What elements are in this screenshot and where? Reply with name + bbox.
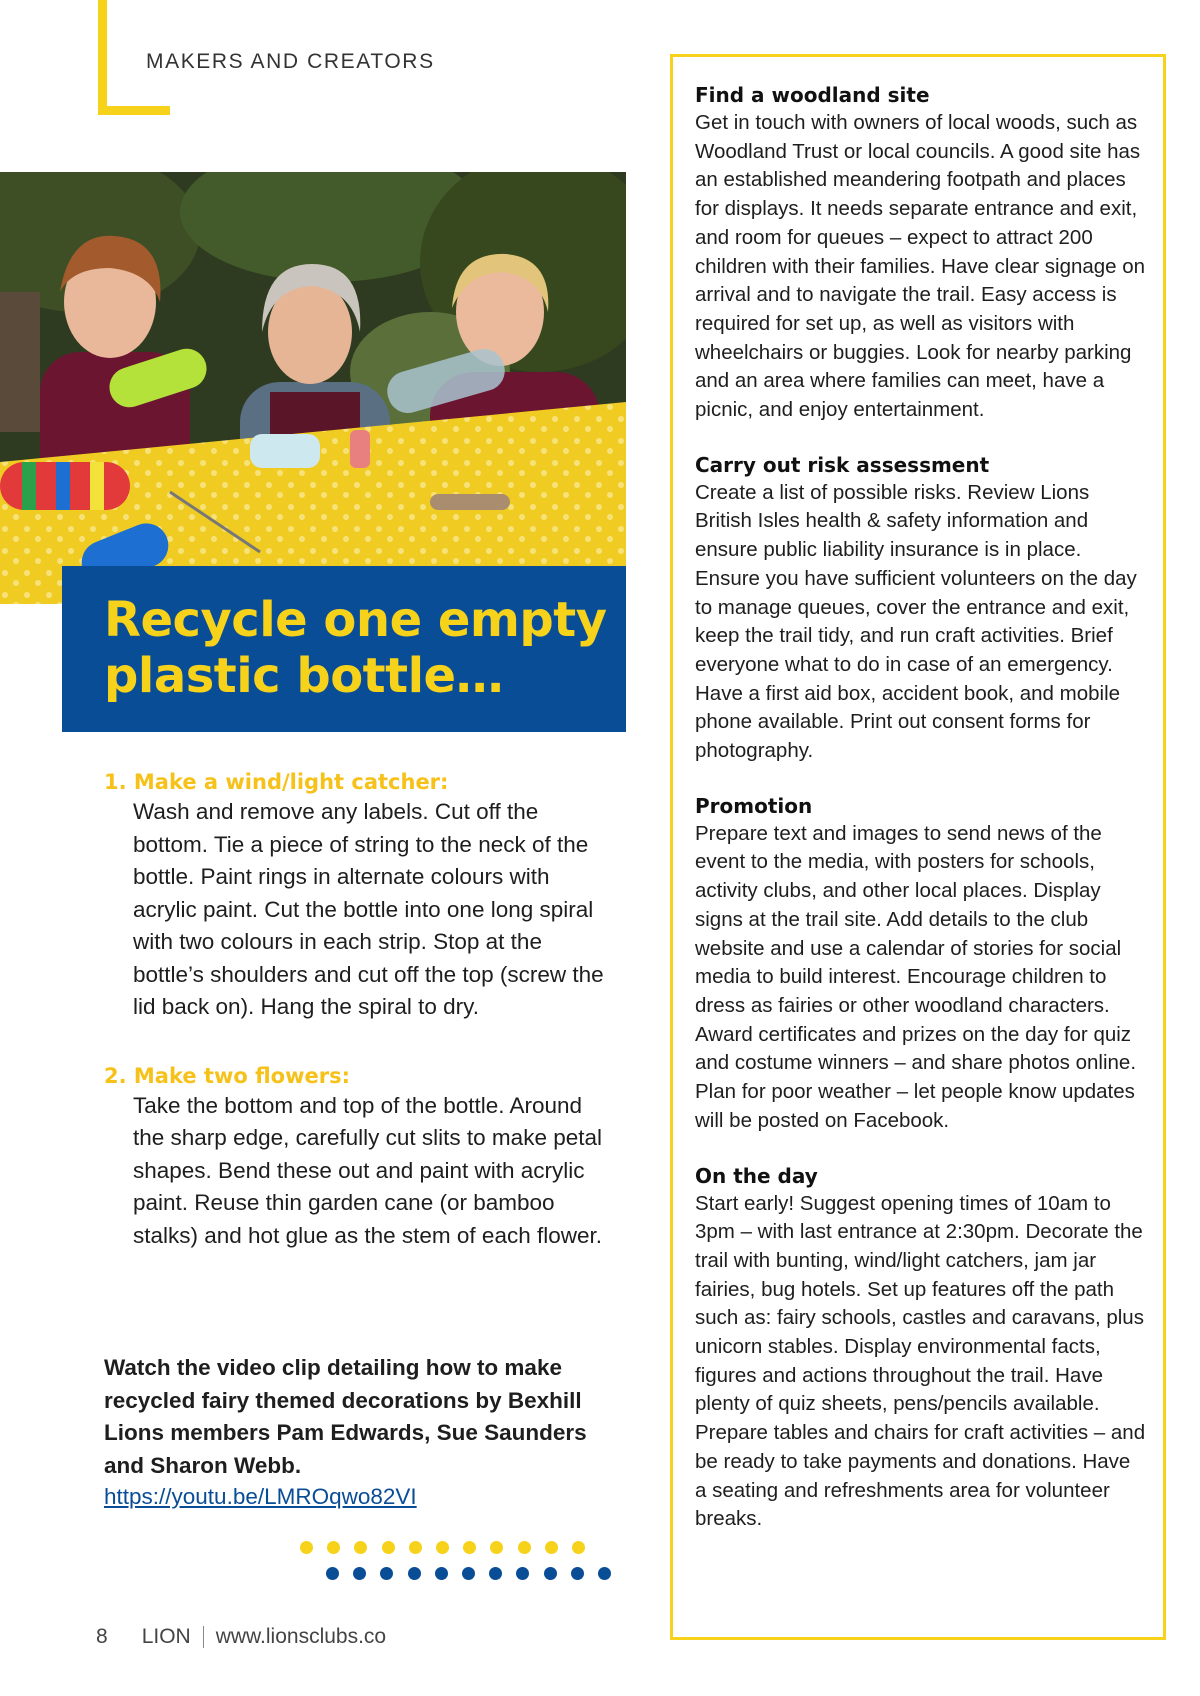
dot: [409, 1541, 422, 1554]
page-footer: [96, 1625, 386, 1649]
info-body: Create a list of possible risks. Review Lions British Isles health & safety information and ensure public liability insurance is in place. Ensure you have sufficient volunteers on the day to manage queues, cover the entrance and exit, keep the trail tidy, and run craft activities. Brief everyone what to do in case of an emergency. Have a first aid box, accident book, and mobile phone available. Print out consent forms for photography.: [695, 480, 1137, 763]
dot: [326, 1567, 339, 1580]
info-body: Prepare text and images to send news of the event to the media, with posters for schools, activity clubs, and other local places. Display signs at the trail site. Add details to the club website and use a calendar of stories for social media to build interest. Encourage children to dress as fairies or other woodland characters. Award certificates and prizes on the day for quiz and costume winners – and share photos online. Plan for poor weather – let people know updates will be posted on Facebook.: [695, 821, 1137, 1132]
banner-title-line1: Recycle one empty: [104, 592, 607, 648]
magazine-name: LION: [141, 1625, 191, 1648]
footer-divider: [203, 1626, 204, 1648]
section-corner-vertical: [98, 0, 107, 115]
dot: [462, 1567, 475, 1580]
title-banner: [62, 566, 626, 732]
info-heading: On the day: [695, 1163, 818, 1188]
info-body: Start early! Suggest opening times of 10am to 3pm – with last entrance at 2:30pm. Decorate the trail with bunting, wind/light catchers, jam jar fairies, bug hotels. Set up features off the path such as: fairy schools, castles and caravans, plus unicorn stables. Display environmental facts, figures and actions throughout the trail. Have plenty of quiz sheets, pens/pencils available. Prepare tables and chairs for craft activities – and be ready to take payments and donations. Have a seating and refreshments area for volunteer breaks.: [695, 1191, 1146, 1531]
info-body: Get in touch with owners of local woods, such as Woodland Trust or local councils. A good site has an established meandering footpath and places for displays. It needs separate entrance and exit, and room for queues – expect to attract 200 children with their families. Have clear signage on arrival and to navigate the trail. Easy access is required for set up, as well as visitors with wheelchairs or buggies. Look for nearby parking and an area where families can meet, have a picnic, and enjoy entertainment.: [695, 111, 1146, 422]
decorative-dots: [300, 1541, 611, 1580]
dot: [382, 1541, 395, 1554]
step-2-body: Take the bottom and top of the bottle. Around the sharp edge, carefully cut slits to make petal shapes. Bend these out and paint with acrylic paint. Reuse thin garden cane (or bamboo stalks) and hot glue as the stem of each flower.: [133, 1092, 603, 1248]
info-section-woodland-site: [695, 81, 1147, 425]
section-label: MAKERS AND CREATORS: [146, 50, 435, 73]
blue-dot-row: [326, 1567, 611, 1580]
dot: [436, 1541, 449, 1554]
step-1-heading: 1. Make a wind/light catcher:: [104, 770, 449, 794]
dot: [353, 1567, 366, 1580]
info-section-risk-assessment: [695, 451, 1147, 766]
info-heading: Carry out risk assessment: [695, 452, 990, 477]
page-number: 8: [96, 1625, 108, 1648]
dot: [490, 1541, 503, 1554]
dot: [354, 1541, 367, 1554]
dot: [463, 1541, 476, 1554]
dot: [435, 1567, 448, 1580]
craft-steps: [104, 768, 604, 1290]
step-1-body: Wash and remove any labels. Cut off the bottom. Tie a piece of string to the neck of the bottle. Paint rings in alternate colours with acrylic paint. Cut the bottle into one long spiral with two colours in each strip. Stop at the bottle’s shoulders and cut off the top (screw the lid back on). Hang the spiral to dry.: [133, 799, 604, 1019]
info-heading: Promotion: [695, 793, 813, 818]
step-1: [104, 768, 604, 1024]
website: www.lionsclubs.co: [215, 1625, 387, 1648]
video-note: Watch the video clip detailing how to make recycled fairy themed decorations by Bexhill Lions members Pam Edwards, Sue Saunders and Sharon Webb.: [104, 1355, 587, 1478]
step-2: [104, 1062, 604, 1253]
dot: [327, 1541, 340, 1554]
step-2-heading: 2. Make two flowers:: [104, 1063, 350, 1088]
yellow-dot-row: [300, 1541, 611, 1554]
crafting-photo: [0, 172, 626, 604]
dot: [598, 1567, 611, 1580]
info-box: [670, 54, 1166, 1640]
dot: [545, 1541, 558, 1554]
dot: [516, 1567, 529, 1580]
dot: [300, 1541, 313, 1554]
dot: [571, 1567, 584, 1580]
section-corner-horizontal: [98, 106, 170, 115]
dot: [380, 1567, 393, 1580]
info-section-promotion: [695, 792, 1147, 1136]
dot: [489, 1567, 502, 1580]
info-section-on-the-day: [695, 1162, 1147, 1534]
video-link[interactable]: https://youtu.be/LMROqwo82VI: [104, 1484, 417, 1509]
info-heading: Find a woodland site: [695, 83, 930, 107]
dot: [544, 1567, 557, 1580]
dot: [518, 1541, 531, 1554]
dot: [408, 1567, 421, 1580]
banner-title-line2: plastic bottle…: [104, 648, 504, 704]
dot: [572, 1541, 585, 1554]
